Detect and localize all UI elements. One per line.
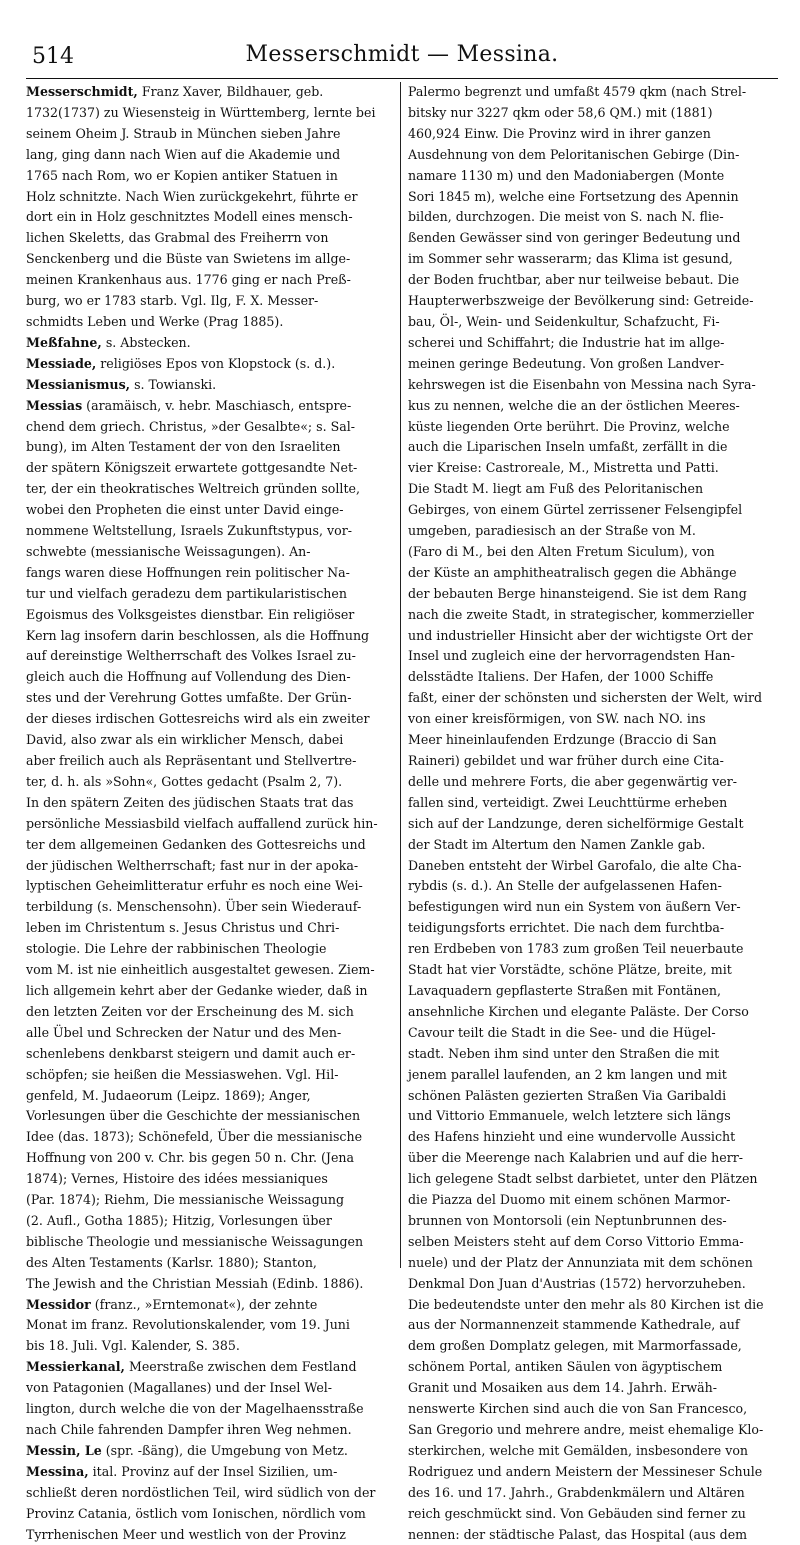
line-text: schließt deren nordöstlichen Teil, wird südlich von der [26, 1484, 376, 1500]
text-line [26, 187, 396, 208]
line-text: nach Chile fahrenden Dampfer ihren Weg nehmen. [26, 1422, 352, 1437]
text-line [408, 396, 780, 417]
text-line [408, 856, 780, 877]
line-text: des 16. und 17. Jahrh., Grabdenkmälern und Altären [408, 1484, 745, 1500]
text-line [408, 772, 780, 793]
text-line [408, 375, 780, 396]
line-text: Die Stadt M. liegt am Fuß des Peloritanischen [408, 481, 704, 497]
text-line [408, 291, 780, 312]
text-line [26, 772, 396, 793]
text-line [26, 1023, 396, 1044]
text-line [26, 1086, 396, 1107]
line-text: seinem Oheim J. Straub in München sieben Jahre [26, 125, 341, 141]
text-line [408, 835, 780, 856]
line-text: Franz Xaver, Bildhauer, geb. [137, 84, 324, 99]
text-line [26, 145, 396, 166]
text-line [408, 709, 780, 730]
line-text: Provinz Catania, östlich vom Ionischen, nördlich vom [26, 1505, 366, 1521]
entry-headword: Messidor [26, 1296, 91, 1312]
right-column [408, 82, 780, 1542]
text-line [408, 1023, 780, 1044]
text-line [26, 1525, 396, 1545]
text-line [408, 939, 780, 960]
text-line [26, 1420, 396, 1441]
text-line [26, 270, 396, 291]
text-line [408, 918, 780, 939]
text-line [408, 1378, 780, 1399]
text-line [26, 1378, 396, 1399]
text-line [26, 1002, 396, 1023]
text-line [408, 751, 780, 772]
line-text: Vorlesungen über die Geschichte der messianischen [26, 1108, 361, 1124]
line-text: vom M. ist nie einheitlich ausgestaltet gewesen. Ziem- [26, 962, 375, 978]
line-text: auch die Liparischen Inseln umfaßt, zerfällt in die [408, 439, 728, 455]
line-text: 1765 nach Rom, wo er Kopien antiker Statuen in [26, 167, 338, 183]
line-text: der Boden fruchtbar, aber nur teilweise bebaut. Die [408, 272, 740, 288]
entry-headword: Messiade, [26, 355, 97, 371]
line-text: stadt. Neben ihm sind unter den Straßen die mit [408, 1045, 720, 1061]
text-line [26, 1274, 396, 1295]
text-line [408, 876, 780, 897]
text-line [408, 1315, 780, 1336]
text-line [408, 437, 780, 458]
line-text: ter, d. h. als »Sohn«, Gottes gedacht (Psalm 2, 7). [26, 773, 343, 789]
header-rule [26, 78, 778, 79]
line-text: nach die zweite Stadt, in strategischer, kommerzieller [408, 606, 754, 622]
line-text: der spätern Königszeit erwartete gottgesandte Net- [26, 460, 358, 476]
line-text: schönem Portal, antiken Säulen von ägyptischem [408, 1359, 723, 1375]
line-text: The Jewish and the Christian Messiah (Edinb. 1886). [26, 1275, 364, 1291]
line-text: schmidts Leben und Werke (Prag 1885). [26, 313, 284, 329]
text-line [26, 667, 396, 688]
line-text: lich allgemein kehrt aber der Gedanke wieder, daß in [26, 982, 368, 998]
line-text: alle Übel und Schrecken der Natur und des Men- [26, 1024, 342, 1040]
text-line [408, 605, 780, 626]
text-line [408, 124, 780, 145]
text-line [26, 1399, 396, 1420]
line-text: Tyrrhenischen Meer und westlich von der Provinz [26, 1526, 346, 1542]
text-line [26, 1169, 396, 1190]
line-text: lichen Skeletts, das Grabmal des Freiherrn von [26, 230, 329, 246]
line-text: sterkirchen, welche mit Gemälden, insbesondere von [408, 1442, 749, 1458]
line-text: wobei den Propheten die einst unter David einge- [26, 502, 344, 518]
line-text: über die Meerenge nach Kalabrien und auf die herr- [408, 1150, 743, 1166]
line-text: ßenden Gewässer sind von geringer Bedeutung und [408, 230, 741, 246]
line-text: nommene Weltstellung, Israels Zukunftstypus, vor- [26, 523, 352, 539]
line-text: Senckenberg und die Büste van Swietens im allge- [26, 251, 351, 267]
line-text: ter, der ein theokratisches Weltreich gründen sollte, [26, 481, 360, 497]
line-text: namare 1130 m) und den Madoniabergen (Monte [408, 167, 725, 183]
text-line [408, 207, 780, 228]
line-text: Daneben entsteht der Wirbel Garofalo, die alte Cha- [408, 857, 742, 873]
text-line [408, 82, 780, 103]
line-text: stes und der Verehrung Gottes umfaßte. Der Grün- [26, 690, 352, 706]
text-line [408, 1190, 780, 1211]
line-text: genfeld, M. Judaeorum (Leipz. 1869); Anger, [26, 1087, 311, 1103]
text-line [26, 793, 396, 814]
text-line [408, 646, 780, 667]
text-line [26, 103, 396, 124]
line-text: (spr. -ßäng), die Umgebung von Metz. [101, 1442, 348, 1458]
text-line [26, 688, 396, 709]
text-line [408, 1106, 780, 1127]
line-text: fangs waren diese Hoffnungen rein politischer Na- [26, 564, 350, 580]
text-line [408, 1357, 780, 1378]
text-line [408, 1462, 780, 1483]
line-text: (2. Aufl., Gotha 1885); Hitzig, Vorlesungen über [26, 1212, 332, 1228]
text-line [26, 479, 396, 500]
line-text: stologie. Die Lehre der rabbinischen Theologie [26, 941, 327, 957]
entry-headword: Meßfahne, [26, 334, 102, 350]
text-line [26, 1127, 396, 1148]
line-text: ren Erdbeben von 1783 zum großen Teil neuerbaute [408, 941, 744, 957]
text-line [26, 82, 396, 103]
text-line [26, 751, 396, 772]
text-line [408, 1483, 780, 1504]
line-text: Hoffnung von 200 v. Chr. bis gegen 50 n. Chr. (Jena [26, 1150, 355, 1166]
text-line [408, 793, 780, 814]
line-text: bilden, durchzogen. Die meist von S. nach N. flie- [408, 209, 724, 225]
line-text: (franz., »Erntemonat«), der zehnte [90, 1296, 318, 1312]
line-text: vier Kreise: Castroreale, M., Mistretta und Patti. [408, 460, 719, 476]
line-text: Holz schnitzte. Nach Wien zurückgekehrt, führte er [26, 188, 358, 204]
line-text: Monat im franz. Revolutionskalender, vom 19. Juni [26, 1317, 350, 1333]
text-line [26, 333, 396, 354]
text-line [26, 960, 396, 981]
line-text: persönliche Messiasbild vielfach auffallend zurück hin- [26, 815, 378, 831]
line-text: ansehnliche Kirchen und elegante Paläste. Der Corso [408, 1003, 749, 1019]
line-text: schwebte (messianische Weissagungen). An- [26, 543, 311, 559]
line-text: nennen: der städtische Palast, das Hospital (aus dem [408, 1526, 748, 1542]
line-text: fallen sind, verteidigt. Zwei Leuchttürme erheben [408, 794, 728, 810]
text-line [408, 333, 780, 354]
line-text: scherei und Schiffahrt; die Industrie hat im allge- [408, 334, 725, 350]
page-header [26, 40, 778, 80]
entry-headword: Messina, [26, 1463, 89, 1479]
line-text: schöpfen; sie heißen die Messiaswehen. Vgl. Hil- [26, 1066, 339, 1082]
text-line [26, 437, 396, 458]
text-line [408, 228, 780, 249]
text-line [408, 730, 780, 751]
text-line [26, 856, 396, 877]
text-line [26, 375, 396, 396]
line-text: des Hafens hinzieht und eine wundervolle Aussicht [408, 1129, 736, 1145]
line-text: delsstädte Italiens. Der Hafen, der 1000 Schiffe [408, 669, 714, 685]
line-text: schönen Palästen gezierten Straßen Via Garibaldi [408, 1087, 727, 1103]
line-text: teidigungsforts errichtet. Die nach dem furchtba- [408, 920, 725, 936]
line-text: In den spätern Zeiten des jüdischen Staats trat das [26, 794, 354, 810]
running-title: Messerschmidt — Messina. [245, 42, 559, 67]
text-line [408, 479, 780, 500]
text-line [26, 228, 396, 249]
line-text: faßt, einer der schönsten und sichersten der Welt, wird [408, 690, 763, 706]
line-text: selben Meisters steht auf dem Corso Vittorio Emma- [408, 1233, 744, 1249]
text-line [408, 1065, 780, 1086]
text-line [26, 166, 396, 187]
text-line [408, 814, 780, 835]
entry-headword: Messierkanal, [26, 1359, 125, 1375]
line-text: Insel und zugleich eine der hervorragendsten Han- [408, 648, 735, 664]
text-line [26, 897, 396, 918]
text-line [26, 396, 396, 417]
text-line [26, 1148, 396, 1169]
line-text: kus zu nennen, welche die an der östlichen Meeres- [408, 397, 740, 413]
line-text: der Küste an amphitheatralisch gegen die Abhänge [408, 564, 737, 580]
line-text: Meer hineinlaufenden Erdzunge (Braccio di San [408, 732, 717, 748]
line-text: im Sommer sehr wasserarm; das Klima ist gesund, [408, 251, 733, 267]
text-line [408, 270, 780, 291]
text-line [408, 1525, 780, 1545]
line-text: leben im Christentum s. Jesus Christus und Chri- [26, 920, 340, 936]
text-line [26, 814, 396, 835]
text-line [408, 1232, 780, 1253]
text-line [26, 417, 396, 438]
text-line [26, 563, 396, 584]
text-line [408, 1086, 780, 1107]
line-text: jenem parallel laufenden, an 2 km langen und mit [408, 1066, 727, 1082]
text-line [26, 1441, 396, 1462]
text-line [26, 939, 396, 960]
text-line [26, 1065, 396, 1086]
text-line [26, 500, 396, 521]
text-line [26, 521, 396, 542]
text-line [26, 1044, 396, 1065]
text-line [26, 354, 396, 375]
line-text: Rodriguez und andern Meistern der Messineser Schule [408, 1463, 763, 1479]
text-line [408, 1336, 780, 1357]
line-text: nenswerte Kirchen sind auch die von San Francesco, [408, 1401, 748, 1417]
line-text: bitsky nur 3227 qkm oder 58,6 QM.) mit (1881) [408, 104, 713, 120]
line-text: dort ein in Holz geschnitztes Modell eines mensch- [26, 209, 353, 225]
entry-headword: Messianismus, [26, 376, 131, 392]
line-text: Meerstraße zwischen dem Festland [124, 1359, 357, 1375]
text-line [26, 1232, 396, 1253]
entry-headword: Messias [26, 397, 83, 413]
line-text: dem großen Domplatz gelegen, mit Marmorfassade, [408, 1338, 742, 1354]
text-line [408, 1441, 780, 1462]
text-line [26, 605, 396, 626]
line-text: des Alten Testaments (Karlsr. 1880); Stanton, [26, 1254, 317, 1270]
line-text: lich gelegene Stadt selbst darbietet, unter den Plätzen [408, 1171, 758, 1187]
line-text: von Patagonien (Magallanes) und der Insel Wel- [26, 1380, 333, 1396]
line-text: kehrswegen ist die Eisenbahn von Messina nach Syra- [408, 376, 756, 392]
text-line [26, 1253, 396, 1274]
entry-headword: Messin, Le [26, 1442, 102, 1458]
line-text: David, also zwar als ein wirklicher Mensch, dabei [26, 732, 344, 748]
line-text: Die bedeutendste unter den mehr als 80 Kirchen ist die [408, 1296, 764, 1312]
text-line [26, 1106, 396, 1127]
line-text: (Faro di M., bei den Alten Fretum Siculum), von [408, 543, 715, 559]
line-text: der bebauten Berge hinansteigend. Sie ist dem Rang [408, 585, 747, 601]
line-text: die Piazza del Duomo mit einem schönen Marmor- [408, 1192, 731, 1208]
text-line [408, 187, 780, 208]
text-line [408, 584, 780, 605]
line-text: den letzten Zeiten vor der Erscheinung des M. sich [26, 1003, 354, 1019]
text-line [408, 563, 780, 584]
line-text: der dieses irdischen Gottesreichs wird als ein zweiter [26, 711, 370, 727]
text-line [408, 981, 780, 1002]
line-text: sich auf der Landzunge, deren sichelförmige Gestalt [408, 815, 744, 831]
text-line [408, 417, 780, 438]
line-text: von einer kreisförmigen, von SW. nach NO. ins [408, 711, 706, 727]
text-line [26, 458, 396, 479]
text-line [26, 312, 396, 333]
text-line [408, 1044, 780, 1065]
text-line [408, 1274, 780, 1295]
line-text: terbildung (s. Menschensohn). Über sein Wiederauf- [26, 899, 362, 915]
line-text: 460,924 Einw. Die Provinz wird in ihrer ganzen [408, 125, 711, 141]
line-text: lang, ging dann nach Wien auf die Akademie und [26, 146, 341, 162]
line-text: und Vittorio Emmanuele, welch letztere sich längs [408, 1108, 731, 1124]
text-line [26, 1336, 396, 1357]
line-text: der jüdischen Weltherrschaft; fast nur in der apoka- [26, 857, 359, 873]
text-line [408, 249, 780, 270]
text-line [408, 960, 780, 981]
text-line [26, 584, 396, 605]
text-line [408, 458, 780, 479]
text-line [408, 145, 780, 166]
text-line [408, 667, 780, 688]
text-line [26, 207, 396, 228]
line-text: Stadt hat vier Vorstädte, schöne Plätze, breite, mit [408, 962, 732, 978]
line-text: Raineri) gebildet und war früher durch eine Cita- [408, 753, 724, 768]
column-divider [400, 82, 401, 1268]
text-line [408, 1399, 780, 1420]
line-text: umgeben, paradiesisch an der Straße von M. [408, 523, 696, 539]
line-text: schenlebens denkbarst steigern und damit auch er- [26, 1045, 356, 1061]
line-text: religiöses Epos von Klopstock (s. d.). [96, 355, 336, 371]
line-text: und industrieller Hinsicht aber der wichtigste Ort der [408, 627, 753, 643]
line-text: Granit und Mosaiken aus dem 14. Jahrh. Erwäh- [408, 1380, 718, 1396]
line-text: der Stadt im Altertum den Namen Zankle gab. [408, 836, 706, 852]
line-text: lington, durch welche die von der Magelhaensstraße [26, 1401, 364, 1417]
line-text: aus der Normannenzeit stammende Kathedrale, auf [408, 1317, 740, 1333]
text-line [26, 249, 396, 270]
line-text: brunnen von Montorsoli (ein Neptunbrunnen des- [408, 1212, 727, 1228]
line-text: Idee (das. 1873); Schönefeld, Über die messianische [26, 1129, 363, 1145]
text-line [26, 1190, 396, 1211]
text-line [408, 312, 780, 333]
text-line [26, 918, 396, 939]
text-line [26, 981, 396, 1002]
line-text: delle und mehrere Forts, die aber gegenwärtig ver- [408, 773, 737, 789]
line-text: nuele) und der Platz der Annunziata mit dem schönen [408, 1254, 753, 1270]
line-text: tur und vielfach geradezu dem partikularistischen [26, 585, 347, 601]
line-text: küste liegenden Orte berührt. Die Provinz, welche [408, 418, 730, 434]
text-line [26, 1295, 396, 1316]
text-line [408, 1211, 780, 1232]
text-line [408, 103, 780, 124]
line-text: reich geschmückt sind. Von Gebäuden sind ferner zu [408, 1505, 746, 1521]
line-text: Egoismus des Volksgeistes dienstbar. Ein religiöser [26, 606, 355, 622]
line-text: Haupterwerbszweige der Bevölkerung sind: Getreide- [408, 293, 754, 309]
line-text: ital. Provinz auf der Insel Sizilien, um- [88, 1463, 338, 1479]
text-line [408, 688, 780, 709]
text-line [408, 1420, 780, 1441]
line-text: Palermo begrenzt und umfaßt 4579 qkm (nach Strel- [408, 84, 747, 99]
line-text: chend dem griech. Christus, »der Gesalbte«; s. Sal- [26, 418, 356, 434]
line-text: ter dem allgemeinen Gedanken des Gottesreichs und [26, 836, 366, 852]
line-text: aber freilich auch als Repräsentant und Stellvertre- [26, 753, 357, 768]
line-text: meinen geringe Bedeutung. Von großen Landver- [408, 355, 725, 371]
text-line [408, 1504, 780, 1525]
text-line [408, 1002, 780, 1023]
text-line [26, 730, 396, 751]
text-line [26, 1315, 396, 1336]
line-text: lyptischen Geheimlitteratur erfuhr es noch eine Wei- [26, 878, 363, 894]
line-text: (aramäisch, v. hebr. Maschiasch, entspre- [82, 397, 352, 413]
page-number: 514 [32, 44, 74, 69]
line-text: Lavaquadern gepflasterte Straßen mit Fontänen, [408, 982, 722, 998]
line-text: auf dereinstige Weltherrschaft des Volkes Israel zu- [26, 648, 356, 664]
text-line [408, 500, 780, 521]
line-text: 1874); Vernes, Histoire des idées messianiques [26, 1171, 328, 1187]
text-line [26, 124, 396, 145]
line-text: Kern lag insofern darin beschlossen, als die Hoffnung [26, 627, 370, 643]
text-line [26, 1462, 396, 1483]
text-line [26, 835, 396, 856]
text-line [408, 166, 780, 187]
line-text: s. Abstecken. [101, 334, 191, 350]
text-line [408, 1148, 780, 1169]
text-line [26, 646, 396, 667]
line-text: Gebirges, von einem Gürtel zerrissener Felsengipfel [408, 502, 743, 518]
text-line [408, 1169, 780, 1190]
line-text: (Par. 1874); Riehm, Die messianische Weissagung [26, 1192, 345, 1208]
line-text: Denkmal Don Juan d'Austrias (1572) hervorzuheben. [408, 1275, 746, 1291]
text-line [408, 1127, 780, 1148]
text-line [408, 542, 780, 563]
line-text: bau, Öl-, Wein- und Seidenkultur, Schafzucht, Fi- [408, 313, 720, 329]
line-text: meinen Krankenhaus aus. 1776 ging er nach Preß- [26, 272, 351, 288]
line-text: biblische Theologie und messianische Weissagungen [26, 1233, 364, 1249]
text-line [26, 1357, 396, 1378]
text-line [408, 1253, 780, 1274]
line-text: s. Towianski. [130, 376, 217, 392]
line-text: burg, wo er 1783 starb. Vgl. Ilg, F. X. Messer- [26, 293, 319, 309]
text-line [26, 876, 396, 897]
text-line [26, 291, 396, 312]
text-line [408, 1295, 780, 1316]
left-column [26, 82, 396, 1542]
line-text: bis 18. Juli. Vgl. Kalender, S. 385. [26, 1338, 240, 1354]
text-line [26, 542, 396, 563]
text-line [26, 709, 396, 730]
text-line [408, 897, 780, 918]
text-line [408, 354, 780, 375]
line-text: Ausdehnung von dem Peloritanischen Gebirge (Din- [408, 146, 740, 162]
line-text: bung), im Alten Testament der von den Israeliten [26, 439, 341, 455]
line-text: 1732(1737) zu Wiesensteig in Württemberg, lernte bei [26, 104, 376, 120]
line-text: gleich auch die Hoffnung auf Vollendung des Dien- [26, 669, 351, 685]
line-text: befestigungen wird nun ein System von äußern Ver- [408, 899, 741, 915]
text-line [26, 1483, 396, 1504]
line-text: San Gregorio und mehrere andre, meist ehemalige Klo- [408, 1422, 764, 1437]
text-line [408, 521, 780, 542]
text-line [26, 1504, 396, 1525]
line-text: Sori 1845 m), welche eine Fortsetzung des Apennin [408, 188, 739, 204]
entry-headword: Messerschmidt, [26, 84, 138, 99]
text-line [26, 1211, 396, 1232]
text-line [408, 626, 780, 647]
text-line [26, 626, 396, 647]
line-text: rybdis (s. d.). An Stelle der aufgelassenen Hafen- [408, 878, 722, 894]
line-text: Cavour teilt die Stadt in die See- und die Hügel- [408, 1024, 716, 1040]
